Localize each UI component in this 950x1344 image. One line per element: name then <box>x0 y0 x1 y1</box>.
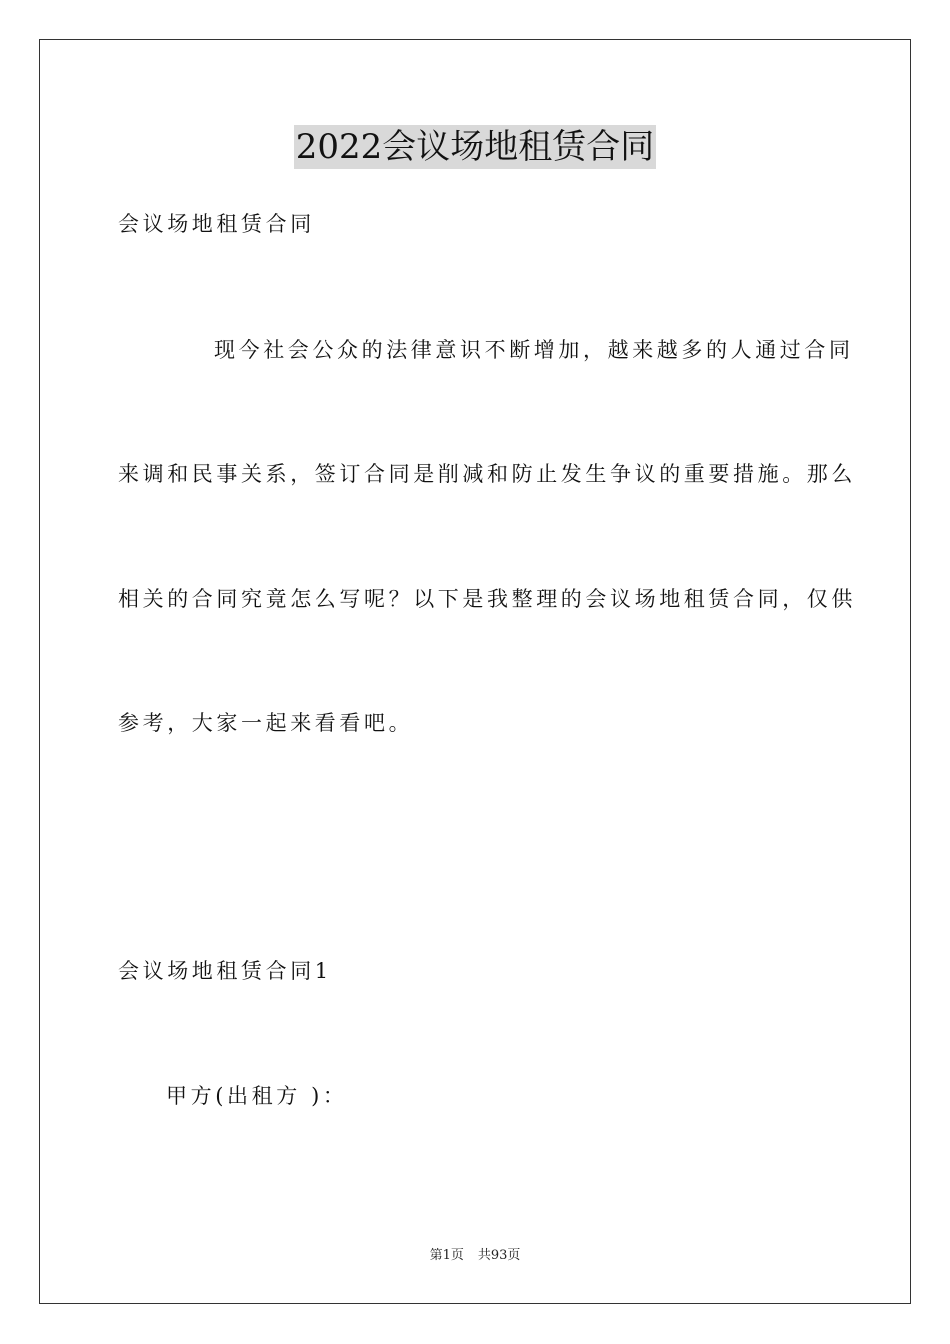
page-footer <box>0 1247 950 1265</box>
title-container <box>0 125 950 169</box>
page-number-total: 共93页 <box>477 1248 521 1263</box>
paragraph-line-4: 参考，大家一起来看看吧。 <box>118 711 414 735</box>
paragraph-line-1: 现今社会公众的法律意识不断增加，越来越多的人通过合同 <box>214 338 854 362</box>
party-a-label: 甲方(出租方 )： <box>166 1084 348 1108</box>
document-subtitle: 会议场地租赁合同 <box>118 212 315 236</box>
paragraph-line-2: 来调和民事关系，签订合同是削减和防止发生争议的重要措施。那么 <box>118 462 856 486</box>
paragraph-line-3: 相关的合同究竟怎么写呢？以下是我整理的会议场地租赁合同，仅供 <box>118 587 856 611</box>
section-heading: 会议场地租赁合同1 <box>118 959 332 983</box>
document-title: 2022会议场地租赁合同 <box>295 127 655 167</box>
page-number-current: 第1页 <box>429 1248 464 1263</box>
